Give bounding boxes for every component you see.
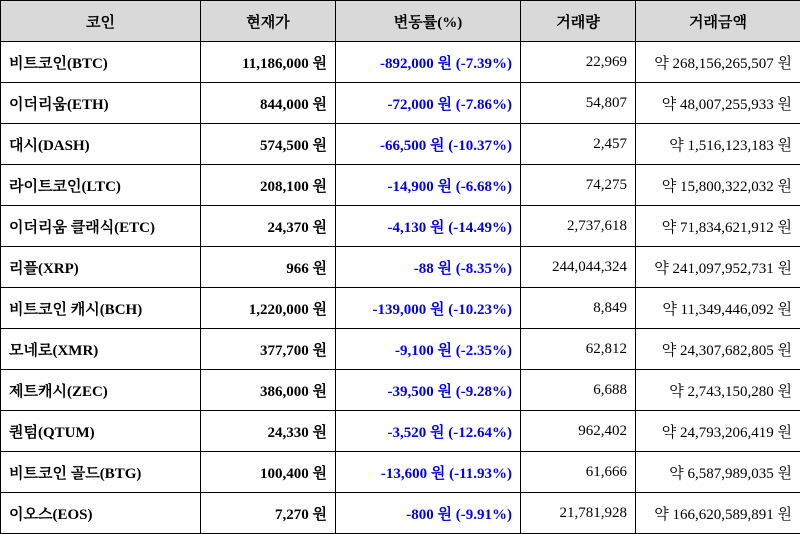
coin-name: 리플(XRP): [1, 247, 201, 288]
coin-change: -892,000 원 (-7.39%): [336, 42, 521, 83]
coin-change: -66,500 원 (-10.37%): [336, 124, 521, 165]
coin-amount: 약 1,516,123,183 원: [636, 124, 800, 165]
coin-amount: 약 166,620,589,891 원: [636, 493, 800, 534]
coin-volume: 2,457: [521, 124, 636, 165]
coin-volume: 62,812: [521, 329, 636, 370]
table-row: [1, 124, 800, 165]
coin-name: 비트코인(BTC): [1, 42, 201, 83]
coin-change: -88 원 (-8.35%): [336, 247, 521, 288]
coin-change: -39,500 원 (-9.28%): [336, 370, 521, 411]
coin-change: -72,000 원 (-7.86%): [336, 83, 521, 124]
table-row: [1, 165, 800, 206]
coin-volume: 6,688: [521, 370, 636, 411]
table-row: [1, 288, 800, 329]
coin-amount: 약 241,097,952,731 원: [636, 247, 800, 288]
coin-change: -13,600 원 (-11.93%): [336, 452, 521, 493]
coin-name: 퀀텀(QTUM): [1, 411, 201, 452]
table-header-row: [1, 1, 800, 42]
coin-price: 386,000 원: [201, 370, 336, 411]
coin-name: 비트코인 골드(BTG): [1, 452, 201, 493]
coin-change: -14,900 원 (-6.68%): [336, 165, 521, 206]
column-header-amount: 거래금액: [636, 1, 800, 42]
table-body: [1, 42, 800, 534]
coin-amount: 약 11,349,446,092 원: [636, 288, 800, 329]
coin-name: 대시(DASH): [1, 124, 201, 165]
coin-price: 24,330 원: [201, 411, 336, 452]
coin-volume: 21,781,928: [521, 493, 636, 534]
coin-change: -139,000 원 (-10.23%): [336, 288, 521, 329]
coin-volume: 61,666: [521, 452, 636, 493]
coin-price: 1,220,000 원: [201, 288, 336, 329]
coin-volume: 8,849: [521, 288, 636, 329]
coin-price: 11,186,000 원: [201, 42, 336, 83]
coin-amount: 약 24,307,682,805 원: [636, 329, 800, 370]
coin-amount: 약 24,793,206,419 원: [636, 411, 800, 452]
table-row: [1, 329, 800, 370]
column-header-price: 현재가: [201, 1, 336, 42]
table-row: [1, 411, 800, 452]
coin-volume: 54,807: [521, 83, 636, 124]
coin-amount: 약 48,007,255,933 원: [636, 83, 800, 124]
coin-name: 라이트코인(LTC): [1, 165, 201, 206]
coin-change: -9,100 원 (-2.35%): [336, 329, 521, 370]
coin-price: 24,370 원: [201, 206, 336, 247]
coin-price: 208,100 원: [201, 165, 336, 206]
coin-volume: 244,044,324: [521, 247, 636, 288]
coin-price: 7,270 원: [201, 493, 336, 534]
coin-volume: 962,402: [521, 411, 636, 452]
coin-amount: 약 15,800,322,032 원: [636, 165, 800, 206]
coin-change: -800 원 (-9.91%): [336, 493, 521, 534]
coin-change: -4,130 원 (-14.49%): [336, 206, 521, 247]
coin-name: 이더리움 클래식(ETC): [1, 206, 201, 247]
column-header-coin: 코인: [1, 1, 201, 42]
coin-price: 966 원: [201, 247, 336, 288]
table-row: [1, 42, 800, 83]
coin-price: 574,500 원: [201, 124, 336, 165]
coin-name: 모네로(XMR): [1, 329, 201, 370]
coin-amount: 약 268,156,265,507 원: [636, 42, 800, 83]
coin-amount: 약 6,587,989,035 원: [636, 452, 800, 493]
coin-name: 이오스(EOS): [1, 493, 201, 534]
coin-amount: 약 2,743,150,280 원: [636, 370, 800, 411]
coin-volume: 2,737,618: [521, 206, 636, 247]
column-header-change: 변동률(%): [336, 1, 521, 42]
table-row: [1, 83, 800, 124]
table-row: [1, 247, 800, 288]
coin-name: 제트캐시(ZEC): [1, 370, 201, 411]
coin-volume: 74,275: [521, 165, 636, 206]
coin-volume: 22,969: [521, 42, 636, 83]
coin-name: 이더리움(ETH): [1, 83, 201, 124]
column-header-volume: 거래량: [521, 1, 636, 42]
table-row: [1, 452, 800, 493]
table-row: [1, 206, 800, 247]
table-header: [1, 1, 800, 42]
coin-name: 비트코인 캐시(BCH): [1, 288, 201, 329]
table-row: [1, 370, 800, 411]
coin-price: 844,000 원: [201, 83, 336, 124]
coin-price: 100,400 원: [201, 452, 336, 493]
coin-change: -3,520 원 (-12.64%): [336, 411, 521, 452]
table-row: [1, 493, 800, 534]
coin-price: 377,700 원: [201, 329, 336, 370]
coin-amount: 약 71,834,621,912 원: [636, 206, 800, 247]
